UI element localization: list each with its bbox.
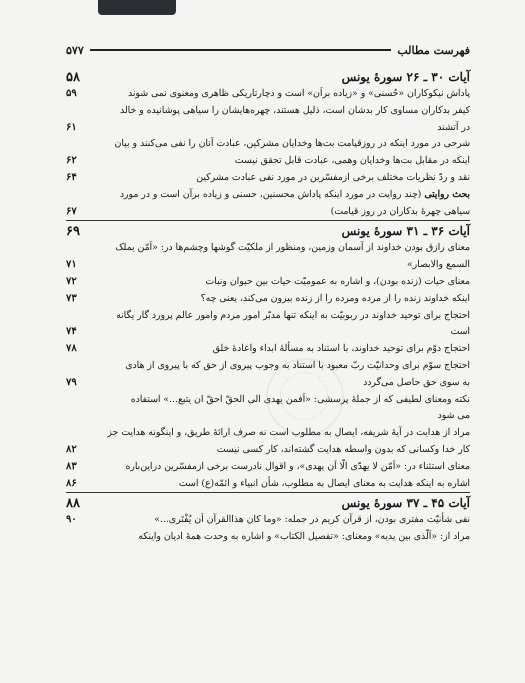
entry-line: مراد از هدایت در آیهٔ شریفه، ایصال به مطلوب است نه صرف ارائهٔ طریق، و اینگونه هدایت جز [107,427,470,439]
watermark-stamp [266,358,344,436]
entry-text [86,103,470,120]
section-heading [66,220,470,240]
entry-text [86,240,470,257]
entry-text [86,274,470,291]
entry-page-number: ۷۱ [66,259,77,271]
entry-page-number: ۷۴ [66,326,77,338]
entry-page-number: ۷۲ [66,275,77,287]
entry-line: معنای حیات (زنده بودن)، و اشاره به عمومیّت حیات بین حیوان ونبات [205,275,470,287]
entry-line: احتجاج دوّم برای توحید خداوند، با استناد به مسألهٔ ابداء واعادهٔ خلق [212,343,470,355]
page-number: ۵۷۷ [66,43,84,57]
index-entry [66,136,470,153]
entry-line: نکته ومعنای لطیفی که از جملهٔ پرسشی: «اَفمن یهدی الی الحقّ احقّ ان یتبع...» استفاده [130,393,470,405]
entry-line: شرحی در مورد اینکه در روزقیامت بت‌ها وخدایان مشرکین، عبادت آنان را نفی می‌کنند و بیان [114,138,470,150]
entry-text [86,136,470,153]
index-entry [66,103,470,120]
entry-text [86,187,470,204]
entry-line: سیاهی چهرهٔ بدکاران در روز قیامت) [330,205,470,217]
entry-line: اینکه در مقابل بت‌ها وخدایان وهمی، عبادت قابل تحقق نیست [234,155,470,167]
entry-page-number: ۶۴ [66,171,77,183]
index-entry [66,459,470,476]
entry-text [86,529,470,546]
index-entry [66,257,470,274]
index-entry [66,291,470,308]
index-entry [66,187,470,204]
entry-text [86,153,470,170]
entry-line: نفی شأنیّت مفتری بودن، از قرآن کریم در جمله: «وما کان هذاالقرآن اَن یُفْتَری...» [154,514,470,526]
index-entry [66,240,470,257]
section-title: آیات ۳۶ ـ ۳۱ سورهٔ یونس [341,224,470,239]
section-heading [66,492,470,512]
section-heading [66,68,470,86]
entry-lead: بحث روایتی [424,188,470,200]
entry-text [86,204,470,221]
entry-line: در آتشند [437,121,470,133]
section-title: آیات ۴۵ ـ ۳۷ سورهٔ یونس [341,496,470,511]
index-entry [66,425,470,442]
entry-line: احتجاج برای توحید خداوند در ربوبیّت به اینکه تنها مدبّر امور مردم وامور عالم پرورد گار یگانه [116,309,470,321]
entry-text [86,170,470,187]
entry-text [86,291,470,308]
entry-page-number: ۸۶ [66,477,77,489]
entry-line: است [450,326,470,338]
entry-page-number: ۷۸ [66,343,77,355]
header-rule [90,49,392,51]
entry-text [86,257,470,274]
index-entry [66,341,470,358]
entry-text [86,459,470,476]
section-page-number: ۸۸ [66,495,80,511]
index-entry [66,476,470,493]
entry-line: معنای استثناء در: «اَمّن لا یهدّی الّا اَن یهدی»، و اقوال نادرست برخی ازمفسّرین دراین‌باره [125,460,470,472]
top-tab-marker [98,0,176,15]
entry-text [86,308,470,325]
entry-text [86,120,470,137]
index-entry [66,442,470,459]
entry-line: احتجاج سوّم برای وحدانیّت ربّ معبود با استناد به وجوب پیروی از حق که با پیروی از هادی [125,359,470,371]
section-title: آیات ۳۰ ـ ۲۶ سورهٔ یونس [341,70,470,84]
entry-page-number: ۷۹ [66,376,77,388]
entry-text [86,512,470,529]
entry-page-number: ۸۲ [66,443,77,455]
entry-line: نقد و ردّ نظریات مختلف برخی ازمفسّرین در مورد نفی عبادت مشرکین [196,171,470,183]
index-entry [66,308,470,325]
entry-page-number: ۶۲ [66,155,77,167]
index-entry [66,120,470,137]
entry-page-number: ۶۷ [66,205,77,217]
page-header [66,42,470,58]
entry-page-number: ۹۰ [66,514,77,526]
entry-text [86,86,470,103]
entry-page-number: ۸۳ [66,460,77,472]
index-content [66,68,470,546]
page-title: فهرست مطالب [397,43,470,57]
index-entry [66,324,470,341]
index-entry [66,153,470,170]
entry-line: به سوی حق حاصل می‌گردد [363,376,470,388]
entry-text [86,442,470,459]
entry-line: (چند روایت در مورد اینکه پاداش محسنین، حسنی و زیاده برآن است و در مورد [119,188,422,200]
entry-line: اینکه خداوند زنده را از مرده ومرده را از زنده بیرون می‌کند، یعنی چه؟ [200,292,470,304]
entry-line: اشاره به اینکه هدایت به معنای ایصال به مطلوب، شأن انبیاء و ائمّه(ع) است [178,477,470,489]
entry-line: کیفر بدکاران مساوی کار بدشان است، ذلیل هستند، چهره‌هایشان را سیاهی پوشانیده و خالد [119,104,470,116]
index-entry [66,170,470,187]
entry-line: کار خدا وکسانی که بدون واسطه هدایت گشته‌اند، کار کسی نیست [216,443,470,455]
entry-text [86,476,470,493]
index-page [66,42,470,662]
index-entry [66,358,470,375]
section-page-number: ۵۸ [66,69,80,85]
entry-line: السمع والابصار» [406,259,470,271]
index-entry [66,529,470,546]
entry-line: پاداش نیکوکاران «حُسنی» و «زیاده براَن» است و دچارتاریکی ظاهری ومعنوی نمی شوند [127,88,470,99]
index-entry [66,512,470,529]
entry-line: معنای رازق بودن خداوند از آسمان وزمین، ومنظور از ملکیّت گوشها وچشم‌ها در: «اَمّن یملک [115,242,470,254]
index-entry [66,86,470,103]
entry-text [86,341,470,358]
entry-page-number: ۶۱ [66,121,77,133]
index-entry [66,274,470,291]
entry-page-number: ۵۹ [66,88,77,99]
index-entry [66,204,470,221]
section-page-number: ۶۹ [66,223,80,239]
entry-line: مراد از: «اَلّذی بین یدیه» ومعنای: «تفصیل الکتاب» و اشاره به وحدت همهٔ ادیان واینکه [138,531,470,543]
entry-text [86,324,470,341]
entry-page-number: ۷۳ [66,292,77,304]
entry-text [86,425,470,442]
entry-line: می شود [437,410,470,422]
